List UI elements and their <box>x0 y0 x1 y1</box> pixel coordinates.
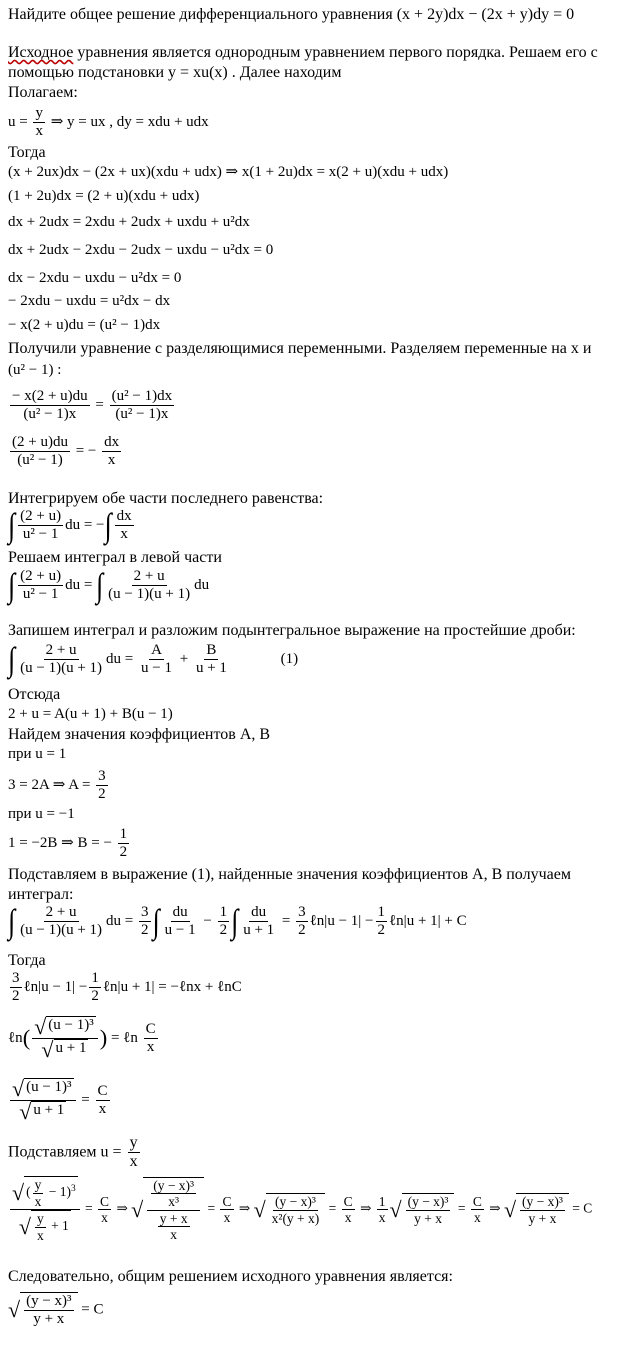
fraction <box>296 904 308 940</box>
fraction <box>118 826 130 862</box>
sqrt <box>34 1016 96 1038</box>
radical-sign: √ <box>389 1196 402 1222</box>
equation-1: (x + 2ux)dx − (2x + ux)(xdu + udx) ⇒ x(1 + 2u)dx = x(2 + u)(xdu + udx) <box>8 164 449 180</box>
numerator: 1 <box>376 904 388 922</box>
numerator: C <box>343 1193 353 1209</box>
log-term: ℓn|u − 1| − <box>23 979 88 996</box>
subst-rest: ⇒ y = ux , dy = xdu + udx <box>46 114 209 131</box>
radicand: u + 1 <box>31 1101 66 1123</box>
fraction <box>106 568 192 604</box>
denominator <box>39 1039 90 1061</box>
numerator: 1 <box>118 826 130 844</box>
label-integral: интеграл: <box>8 886 74 903</box>
fraction <box>115 508 134 544</box>
log-label: ℓn <box>8 1029 23 1046</box>
denominator: x <box>344 1210 352 1226</box>
sqrt <box>131 1177 204 1243</box>
sqrt <box>254 1193 326 1226</box>
fraction <box>471 1194 484 1226</box>
denominator: x <box>34 1193 42 1209</box>
integral-equation-2 <box>8 568 209 604</box>
denominator: x <box>120 526 128 543</box>
numerator: y + x <box>159 1210 188 1226</box>
integral-sign: ∫ <box>8 902 16 940</box>
integral-text: du <box>194 577 210 594</box>
fraction <box>33 105 45 141</box>
denominator <box>17 1210 73 1243</box>
fraction <box>32 1016 98 1061</box>
fraction <box>270 1194 322 1226</box>
numerator: 2 + u <box>44 642 79 660</box>
denominator: 2 <box>377 922 385 939</box>
numerator: du <box>171 904 190 922</box>
radicand <box>516 1193 569 1226</box>
denominator: x <box>98 1101 107 1117</box>
fraction <box>110 388 174 424</box>
numerator: dx <box>102 434 121 452</box>
denominator: x <box>101 1210 108 1226</box>
radical-sign: √ <box>253 1196 266 1222</box>
text-integrate: Интегрируем обе части последнего равенства: <box>8 490 324 507</box>
integral-text: du = <box>65 577 97 594</box>
radicand <box>266 1193 326 1226</box>
operator: − <box>199 913 216 930</box>
denominator: 2 <box>91 988 99 1005</box>
fraction <box>24 1293 73 1329</box>
term: + 1 <box>47 1218 69 1234</box>
numerator: C <box>96 1083 110 1101</box>
numerator: 2 + u <box>132 568 167 586</box>
operator: = C <box>568 1200 593 1216</box>
root-equation <box>8 1078 112 1123</box>
integral-text: du = − <box>65 517 105 534</box>
denominator: x <box>35 123 43 140</box>
numerator: dx <box>115 508 134 526</box>
sqrt <box>12 1176 78 1209</box>
sqrt <box>8 1292 78 1329</box>
numerator: (2 + u) <box>18 568 63 586</box>
numerator: du <box>249 904 268 922</box>
operator: = <box>81 1200 97 1216</box>
operator: = ℓn <box>107 1029 138 1046</box>
intro-line-2: помощью подстановки y = xu(x) . Далее находим <box>8 64 342 81</box>
equation-3: dx + 2udx = 2xdu + 2udx + uxdu + u²dx <box>8 214 250 230</box>
numerator <box>10 1176 80 1210</box>
numerator: 3 <box>96 768 108 786</box>
fraction <box>18 508 63 544</box>
denominator: 2 <box>98 786 106 803</box>
denominator: x <box>146 1039 155 1055</box>
denominator: y + x <box>528 1210 557 1226</box>
label-otsyuda: Отсюда <box>8 686 61 703</box>
equation-AB: 2 + u = A(u + 1) + B(u − 1) <box>8 706 173 722</box>
fraction <box>158 1211 190 1243</box>
fraction <box>377 1194 388 1226</box>
denominator: y + x <box>414 1210 442 1226</box>
fraction <box>10 970 22 1006</box>
label-polagaem: Полагаем: <box>8 84 78 101</box>
sqrt <box>12 1078 74 1100</box>
numerator: (y − x)³ <box>275 1194 316 1210</box>
radicand <box>20 1292 77 1329</box>
denominator: 2 <box>12 988 20 1005</box>
radicand: (u − 1)³ <box>24 1078 73 1100</box>
numerator: C <box>472 1193 482 1209</box>
numerator: − x(2 + u)du <box>10 388 90 406</box>
text-substitute-2 <box>8 1134 142 1172</box>
fraction <box>520 1194 565 1226</box>
spellcheck-word: Исходное <box>8 44 74 61</box>
radicand: (u − 1)³ <box>46 1016 95 1038</box>
operator: = <box>77 1091 94 1108</box>
integral-sign: ∫ <box>104 506 112 544</box>
radical-sign: √ <box>19 1099 32 1124</box>
sqrt <box>19 1101 66 1123</box>
denominator: x³ <box>168 1194 180 1210</box>
numerator: A <box>149 642 164 660</box>
radicand: ( $\frac{y}{x}$ − 1)$^3$ <box>26 1177 76 1209</box>
fraction <box>102 434 121 470</box>
integral-sign: ∫ <box>231 902 239 940</box>
equation-4: dx + 2udx − 2xdu − 2udx − uxdu − u²dx = 0 <box>8 242 274 258</box>
text-substitute-1: Подставляем в выражение (1), найденные значения коэффициентов A, B получаем <box>8 866 571 883</box>
radicand <box>31 1210 71 1243</box>
integral-result <box>8 904 467 940</box>
partial-fraction-equation: ∫ $\frac{2 + u}{(u - 1)(u + 1)}$ du = $\frac{A}{u - 1}$ + $\frac{B}{u + 1}$ (1) <box>8 640 299 678</box>
numerator: 3 <box>296 904 308 922</box>
integral-sign: ∫ <box>152 902 160 940</box>
denominator: x²(y + x) <box>271 1210 320 1226</box>
simplified-equation: $\frac{(2 + u)du}{\text{(u² − 1)}}$ = − $\frac{dx}{x}$ <box>12 434 120 469</box>
radical-sign: √ <box>41 1037 54 1062</box>
numerator: 3 <box>10 970 22 988</box>
fraction <box>128 1134 140 1172</box>
radicand: u + 1 <box>54 1039 89 1061</box>
radical-sign: √ <box>8 1297 21 1323</box>
fraction <box>194 642 229 678</box>
operator: ⇒ <box>356 1200 375 1216</box>
problem-statement: Найдите общее решение дифференциального уравнения (x + 2y)dx − (2x + y)dy = 0 <box>8 6 575 23</box>
fraction <box>241 904 276 940</box>
denominator: x <box>36 1227 44 1243</box>
text-separated: Получили уравнение с разделяющимися переменными. Разделяем переменные на x и <box>8 340 592 357</box>
text-left-integral: Решаем интеграл в левой части <box>8 549 222 566</box>
fraction <box>342 1194 355 1226</box>
numerator <box>147 1178 200 1211</box>
denominator: (u − 1)(u + 1) <box>20 660 103 677</box>
numerator: (y − x)³ <box>407 1194 449 1210</box>
fraction <box>218 904 230 940</box>
radicand <box>143 1177 204 1243</box>
integral-sign: ∫ <box>96 566 104 604</box>
fraction <box>151 1178 196 1210</box>
separation-factor: (u² − 1) : <box>8 362 62 378</box>
final-answer <box>8 1292 104 1329</box>
denominator: 2 <box>141 922 149 939</box>
numerator: y <box>36 1211 44 1227</box>
denominator <box>17 1101 68 1123</box>
fraction <box>18 568 63 604</box>
log-term: ℓn|u − 1| − <box>309 913 374 930</box>
denominator: x <box>378 1210 386 1226</box>
numerator: 1 <box>378 1193 386 1209</box>
fraction <box>98 1194 111 1226</box>
fraction <box>406 1194 451 1226</box>
fraction <box>18 642 104 678</box>
radical-sign: √ <box>34 1014 47 1039</box>
numerator: (u² − 1)dx <box>110 388 174 406</box>
denominator: 2 <box>219 922 228 939</box>
denominator: (u² − 1)x <box>115 406 169 423</box>
B-equation-text: 1 = −2B ⇒ B = − <box>8 835 112 852</box>
text-conclusion: Следовательно, общим решением исходного уравнения является: <box>8 1268 453 1285</box>
equation-label: (1) <box>280 651 299 668</box>
term: − 1 <box>45 1184 67 1200</box>
radical-sign: √ <box>12 1076 25 1101</box>
radical-sign: √ <box>18 1213 31 1239</box>
intro-line-1 <box>8 44 598 62</box>
numerator: (y − x)³ <box>522 1194 563 1210</box>
fraction <box>10 1176 80 1243</box>
radical-sign: √ <box>131 1196 144 1222</box>
numerator: (2 + u)du <box>10 434 70 452</box>
case-u-minus-1: при u = −1 <box>8 806 75 822</box>
equation-2: (1 + 2u)dx = (2 + u)(xdu + udx) <box>8 188 200 204</box>
numerator: C <box>100 1193 110 1209</box>
fraction <box>18 904 104 940</box>
operator: = <box>325 1200 340 1216</box>
radical-sign: √ <box>12 1179 25 1205</box>
subst-u: u = <box>8 114 28 131</box>
denominator <box>154 1211 194 1243</box>
denominator: y + x <box>33 1311 65 1328</box>
denominator: 2 <box>119 844 128 861</box>
integral-sign: ∫ <box>8 566 16 604</box>
denominator: x <box>473 1210 481 1226</box>
denominator: x <box>223 1210 231 1226</box>
numerator: 3 <box>139 904 151 922</box>
separated-fraction-equation: $\frac{- x(2 + u)du}{\text{(u² − 1)x}}$ = $\frac{\text{(u² − 1)dx}}{\text{(u² − 1)x}}$ <box>12 388 173 423</box>
denominator: u² − 1 <box>22 586 59 603</box>
denominator: u − 1 <box>141 660 172 677</box>
denominator: (u − 1)(u + 1) <box>108 586 191 603</box>
denominator: 2 <box>298 922 306 939</box>
sqrt <box>504 1193 569 1226</box>
substitution <box>8 105 209 141</box>
radicand <box>402 1193 455 1226</box>
operator: = <box>204 1200 219 1216</box>
paren: ) <box>99 1025 108 1051</box>
numerator: 1 <box>218 904 230 922</box>
denominator: x <box>129 1153 138 1171</box>
fraction <box>10 1078 76 1123</box>
intro-text: уравнения является однородным уравнением первого порядка. Решаем его с <box>73 44 598 61</box>
numerator: (2 + u) <box>18 508 63 526</box>
integral-sign: ∫ <box>8 640 16 678</box>
final-derivation-chain <box>8 1176 592 1243</box>
log-equation-1 <box>8 970 242 1006</box>
integral-text: du = <box>106 913 134 930</box>
equation-5: dx − 2xdu − uxdu − u²dx = 0 <box>8 270 182 286</box>
numerator: y <box>33 105 45 123</box>
log-term: ℓn|u + 1| = −ℓnx + ℓnC <box>102 979 242 996</box>
denominator: x <box>107 452 116 469</box>
numerator: y <box>128 1134 140 1153</box>
numerator <box>32 1016 98 1039</box>
A-solution <box>8 768 110 804</box>
operator: = <box>278 913 295 930</box>
sqrt <box>390 1193 455 1226</box>
operator: ⇒ <box>485 1200 504 1216</box>
numerator <box>10 1078 76 1101</box>
numerator: C <box>222 1193 232 1209</box>
case-u-1: при u = 1 <box>8 746 67 762</box>
fraction <box>139 904 151 940</box>
integral-equation-1 <box>8 508 136 544</box>
numerator: 2 + u <box>44 904 79 922</box>
B-solution <box>8 826 131 862</box>
fraction <box>33 1177 44 1209</box>
label-substitute: Подставляем u = <box>8 1143 122 1161</box>
sqrt <box>19 1210 71 1243</box>
fraction <box>10 388 90 424</box>
denominator: u + 1 <box>195 660 227 677</box>
log-equation-2 <box>8 1016 160 1061</box>
denominator: (u² − 1)x <box>23 406 77 423</box>
sqrt <box>41 1039 88 1061</box>
operator: ⇒ <box>235 1200 254 1216</box>
equation-6: − 2xdu − uxdu = u²dx − dx <box>8 293 171 309</box>
paren: ( <box>22 1025 31 1051</box>
fraction <box>139 642 174 678</box>
numerator: (y − x)³ <box>153 1177 195 1193</box>
numerator: C <box>144 1021 158 1039</box>
A-equation-text: 3 = 2A ⇒ A = <box>8 777 91 794</box>
integral-sign: ∫ <box>8 506 16 544</box>
equation-7: − x(2 + u)du = (u² − 1)dx <box>8 317 161 333</box>
denominator: (u² − 1) <box>17 452 63 469</box>
fraction <box>376 904 388 940</box>
denominator: (u − 1)(u + 1) <box>20 922 103 939</box>
fraction <box>10 434 70 470</box>
fraction <box>35 1211 46 1243</box>
denominator: u² − 1 <box>22 526 59 543</box>
numerator: B <box>204 642 218 660</box>
fraction <box>220 1194 233 1226</box>
operator: ⇒ <box>113 1200 132 1216</box>
fraction <box>89 970 101 1006</box>
fraction <box>144 1021 158 1057</box>
denominator: u + 1 <box>243 922 275 939</box>
radical-sign: √ <box>503 1196 517 1222</box>
numerator: 1 <box>89 970 101 988</box>
exponent: 3 <box>70 1183 76 1194</box>
denominator: u − 1 <box>164 922 196 939</box>
fraction <box>163 904 198 940</box>
text-partial-fractions: Запишем интеграл и разложим подынтегральное выражение на простейшие дроби: <box>8 622 576 639</box>
operator: = C <box>77 1301 104 1318</box>
fraction <box>147 1178 200 1243</box>
operator: = <box>454 1200 469 1216</box>
text-find-coefficients: Найдем значения коэффициентов A, B <box>8 726 271 743</box>
denominator: x <box>170 1227 178 1243</box>
numerator: y <box>34 1177 42 1192</box>
numerator: (y − x)³ <box>24 1293 73 1311</box>
label-togda-1: Тогда <box>8 144 46 161</box>
integral-text: du = <box>106 651 134 668</box>
fraction <box>96 1083 110 1119</box>
fraction <box>96 768 108 804</box>
log-term: ℓn|u + 1| + C <box>389 913 467 930</box>
label-togda-2: Тогда <box>8 952 46 969</box>
